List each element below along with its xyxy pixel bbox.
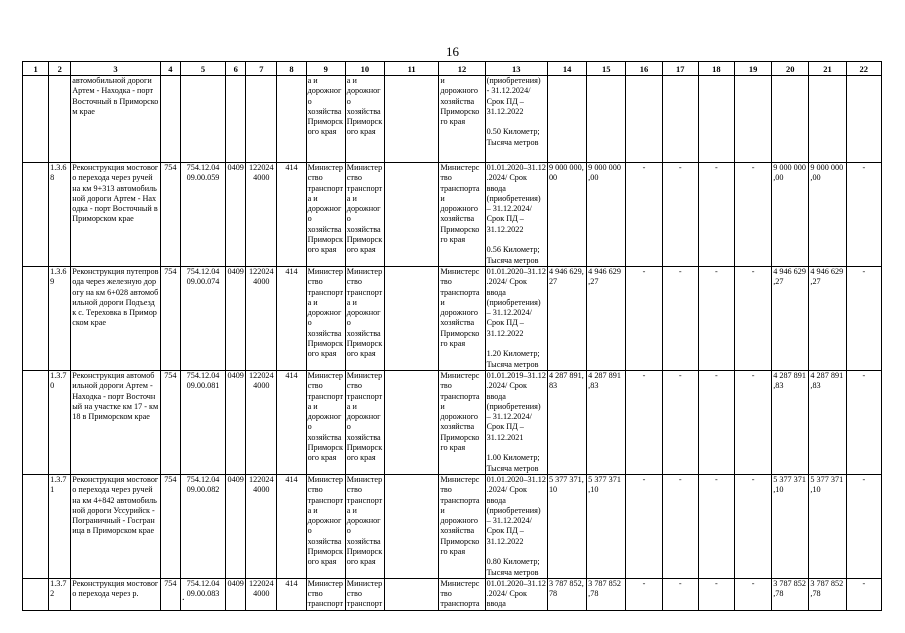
cell-c21: 9 000 000 ,00 [809,163,846,267]
cell-c10: а и дорожног о хозяйства Приморск ого края [345,76,384,163]
cell-c17: - [662,578,698,610]
cell-c19: - [735,474,772,578]
cell-c10: Министер ство транспорт а и дорожног о хозяйства Приморск ого края [345,474,384,578]
continuation-row [23,76,882,163]
cell-c18: - [698,474,734,578]
cell-c5: 754.12.04 09.00.082 [180,474,225,578]
cell-c8: 414 [277,474,306,578]
cell-c14: 9 000 000, 00 [547,163,586,267]
cell-c12: Министерс тво транспорта и дорожного хозяйства Приморско го края [439,266,485,370]
cell-c15: 3 787 852 ,78 [587,578,626,610]
cell-c18: - [698,163,734,267]
column-header-10: 10 [345,62,384,76]
column-header-3: 3 [71,62,161,76]
cell-c19: - [735,163,772,267]
column-header-9: 9 [306,62,345,76]
column-header-22: 22 [846,62,881,76]
column-header-11: 11 [385,62,439,76]
cell-c4: 754 [160,578,180,610]
cell-c9: Министер ство транспорт а и дорожног о хозяйства Приморск ого края [306,370,345,474]
cell-c8: 414 [277,578,306,610]
cell-c12: Министерс тво транспорта и дорожного хозяйства Приморско го края [439,474,485,578]
cell-c20: 9 000 000 ,00 [772,163,809,267]
cell-c5: 754.12.04 09.00.059 [180,163,225,267]
cell-c6: 0409 [226,474,246,578]
column-header-4: 4 [160,62,180,76]
column-header-16: 16 [626,62,662,76]
cell-c8: 414 [277,266,306,370]
column-header-19: 19 [735,62,772,76]
cell-c20: 4 946 629 ,27 [772,266,809,370]
cell-c4: 754 [160,266,180,370]
column-header-14: 14 [547,62,586,76]
table-row [23,474,882,578]
column-header-18: 18 [698,62,734,76]
cell-c1 [23,474,49,578]
cell-num: 1.3.69 [49,266,71,370]
cell-c13: 01.01.2020–31.12 .2024/ Срок ввода (приобретения) – 31.12.2024/ Срок ПД – 31.12.2022 1.20 Километр; Тысяча метров [486,266,546,369]
cell-c20: 3 787 852 ,78 [772,578,809,610]
cell-c15: 5 377 371 ,10 [587,474,626,578]
cell-c20: 4 287 891 ,83 [772,370,809,474]
cell-c5: 754.12.04 09.00.081 [180,370,225,474]
cell-c9: Министер ство транспорт [306,578,345,610]
cell-c15: 9 000 000 ,00 [587,163,626,267]
cell-c22: - [846,266,881,370]
cell-c17: - [662,474,698,578]
cell-c12: Министерс тво транспорта и дорожного хозяйства Приморско го края [439,370,485,474]
column-header-15: 15 [587,62,626,76]
cell-c11 [385,370,439,474]
header-row [23,62,882,76]
cell-c1 [23,266,49,370]
footer-mark: . [182,592,185,603]
column-header-7: 7 [246,62,277,76]
cell-c15: 4 287 891 ,83 [587,370,626,474]
cell-c19: - [735,266,772,370]
cell-name: Реконструкция мостового перехода через ручей на км 4+842 автомобильной дороги Уссурийск - Пограничный - Госграница в Приморском крае [71,474,161,578]
column-header-6: 6 [226,62,246,76]
cell-c14: 5 377 371, 10 [547,474,586,578]
cell-c16: - [626,578,662,610]
cell-c11 [385,578,439,610]
cell-c6: 0409 [226,370,246,474]
cell-c9: а и дорожног о хозяйства Приморск ого края [306,76,345,163]
cell-c9: Министер ство транспорт а и дорожног о хозяйства Приморск ого края [306,163,345,267]
cell-c7: 122024 4000 [246,163,277,267]
cell-c17: - [662,370,698,474]
cell-c7: 122024 4000 [246,266,277,370]
cell-c9: Министер ство транспорт а и дорожног о хозяйства Приморск ого края [306,266,345,370]
cell-c13: 01.01.2020–31.12 .2024/ Срок ввода (приобретения) – 31.12.2024/ Срок ПД – 31.12.2022 0.80 Километр; Тысяча метров [486,474,546,577]
cell-c19: - [735,370,772,474]
cell-c10: Министер ство транспорт [345,578,384,610]
cell-c17: - [662,163,698,267]
cell-c16: - [626,163,662,267]
cell-c4: 754 [160,163,180,267]
column-header-13: 13 [485,62,547,76]
cell-c11 [385,266,439,370]
cell-c1 [23,370,49,474]
cell-c12: Министерс тво транспорта и дорожного хозяйства Приморско го края [439,163,485,267]
cell-c22: - [846,163,881,267]
cell-c12: и дорожного хозяйства Приморско го края [439,76,485,163]
cell-c14: 4 287 891, 83 [547,370,586,474]
column-header-21: 21 [809,62,846,76]
table-row [23,163,882,267]
cell-c12: Министерс тво транспорта [439,578,485,610]
column-header-1: 1 [23,62,49,76]
cell-name: Реконструкция мостового перехода через ручей на км 9+313 автомобильной дороги Артем - Находка - порт Восточный в Приморском крае [71,163,161,267]
cell-c9: Министер ство транспорт а и дорожног о хозяйства Приморск ого края [306,474,345,578]
cell-c5: 754.12.04 09.00.083 [180,578,225,610]
table-row [23,266,882,370]
cell-c8: 414 [277,163,306,267]
cell-c15: 4 946 629 ,27 [587,266,626,370]
cell-c13: (приобретения) - 31.12.2024/ Срок ПД – 31.12.2022 0.50 Километр; Тысяча метров [485,76,547,163]
cell-c13: 01.01.2019–31.12 .2024/ Срок ввода (приобретения) – 31.12.2024/ Срок ПД – 31.12.2021 1.00 Километр; Тысяча метров [486,370,546,473]
cell-c10: Министер ство транспорт а и дорожног о хозяйства Приморск ого края [345,370,384,474]
cell-c11 [385,163,439,267]
cell-c13: 01.01.2020–31.12 .2024/ Срок ввода (приобретения) – 31.12.2024/ Срок ПД – 31.12.2022 0.56 Километр; Тысяча метров [486,163,546,265]
cell-c21: 4 287 891 ,83 [809,370,846,474]
cell-c6: 0409 [226,578,246,610]
cell-c6: 0409 [226,163,246,267]
cell-c11 [385,474,439,578]
cell-num: 1.3.68 [49,163,71,267]
cell-c17: - [662,266,698,370]
cell-name: Реконструкция мостового перехода через р. [71,578,161,610]
cell-c4: 754 [160,370,180,474]
page-number: 16 [446,44,459,59]
column-header-2: 2 [49,62,71,76]
cell-c21: 4 946 629 ,27 [809,266,846,370]
cell-c7: 122024 4000 [246,370,277,474]
cell-c10: Министер ство транспорт а и дорожног о хозяйства Приморск ого края [345,163,384,267]
cell-c10: Министер ство транспорт а и дорожног о хозяйства Приморск ого края [345,266,384,370]
cell-name: автомобильной дороги Артем - Находка - порт Восточный в Приморском крае [71,76,161,163]
cell-num: 1.3.71 [49,474,71,578]
cell-c14: 4 946 629, 27 [547,266,586,370]
cell-c4: 754 [160,474,180,578]
column-header-5: 5 [180,62,225,76]
cell-c20: 5 377 371 ,10 [772,474,809,578]
cell-c21: 3 787 852 ,78 [809,578,846,610]
cell-c22: - [846,370,881,474]
cell-c22: - [846,474,881,578]
cell-c8: 414 [277,370,306,474]
cell-c19: - [735,578,772,610]
cell-c21: 5 377 371 ,10 [809,474,846,578]
cell-name: Реконструкция путепровода через железную дорогу на км 6+028 автомобильной дороги Подъезд к с. Тереховка в Приморском крае [71,266,161,370]
cell-c13: 01.01.2020–31.12 .2024/ Срок ввода [486,578,546,609]
cell-c16: - [626,266,662,370]
cell-c22: - [846,578,881,610]
column-header-8: 8 [277,62,306,76]
cell-c18: - [698,578,734,610]
table-row [23,370,882,474]
column-header-17: 17 [662,62,698,76]
cell-c18: - [698,266,734,370]
cell-c16: - [626,474,662,578]
cell-c7: 122024 4000 [246,578,277,610]
cell-c1 [23,578,49,610]
column-header-20: 20 [772,62,809,76]
table-row [23,578,882,610]
cell-c1 [23,163,49,267]
cell-c16: - [626,370,662,474]
cell-num: 1.3.70 [49,370,71,474]
column-header-12: 12 [439,62,485,76]
cell-c6: 0409 [226,266,246,370]
cell-num: 1.3.72 [49,578,71,610]
budget-table [22,61,882,611]
cell-c7: 122024 4000 [246,474,277,578]
cell-c18: - [698,370,734,474]
cell-c5: 754.12.04 09.00.074 [180,266,225,370]
cell-c14: 3 787 852, 78 [547,578,586,610]
cell-name: Реконструкция автомобильной дороги Артем - Находка - порт Восточный на участке км 17 - км 18 в Приморском крае [71,370,161,474]
